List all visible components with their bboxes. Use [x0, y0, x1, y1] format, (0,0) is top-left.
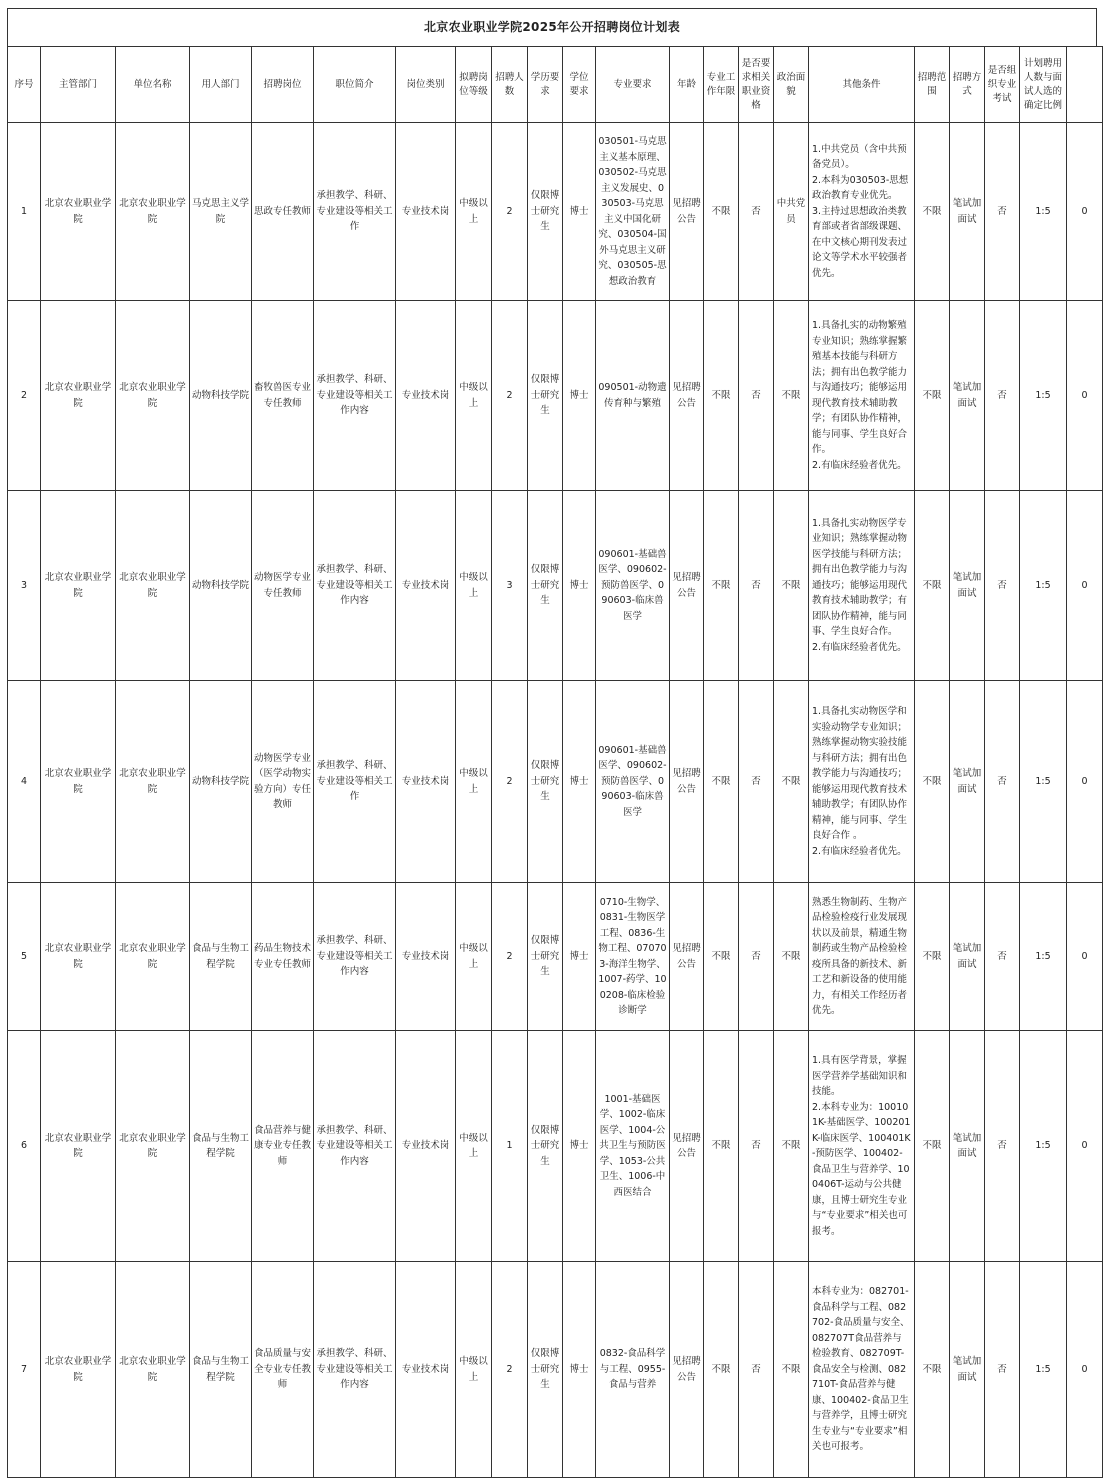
cell-extra: 0	[1067, 1031, 1103, 1262]
header-cell: 是否要求相关职业资格	[739, 47, 774, 123]
cell-scope: 不限	[915, 1031, 950, 1262]
cell-other-conditions	[809, 1262, 915, 1478]
header-cell: 招聘人数	[492, 47, 528, 123]
cell-intro: 承担教学、科研、专业建设等相关工作内容	[314, 883, 396, 1031]
recruitment-table	[7, 46, 1103, 1478]
cell-level: 中级以上	[456, 301, 492, 491]
cell-age: 见招聘公告	[670, 1031, 704, 1262]
table-row	[8, 1031, 1103, 1262]
cell-exam: 否	[985, 491, 1020, 681]
cell-years: 不限	[704, 1262, 739, 1478]
cell-edu: 仅限博士研究生	[528, 681, 563, 883]
cell-exam: 否	[985, 1262, 1020, 1478]
cell-age: 见招聘公告	[670, 301, 704, 491]
cell-ratio: 1:5	[1020, 1262, 1067, 1478]
cell-politics: 不限	[774, 491, 809, 681]
cell-major: 1001-基础医学、1002-临床医学、1004-公共卫生与预防医学、1053-公共卫生、1006-中西医结合	[596, 1031, 670, 1262]
cell-politics: 不限	[774, 1262, 809, 1478]
cell-no: 2	[8, 301, 41, 491]
cell-count: 2	[492, 1262, 528, 1478]
cell-extra: 0	[1067, 301, 1103, 491]
cell-years: 不限	[704, 301, 739, 491]
condition-line: 1.具备扎实动物医学专业知识；熟练掌握动物医学技能与科研方法；拥有出色教学能力与沟通技巧；能够运用现代教育技术辅助教学；有团队协作精神，能与同事、学生良好合作。	[812, 517, 908, 638]
header-row	[8, 47, 1103, 123]
cell-dept: 北京农业职业学院	[41, 1031, 116, 1262]
cell-edu: 仅限博士研究生	[528, 301, 563, 491]
cell-no: 7	[8, 1262, 41, 1478]
header-cell: 职位简介	[314, 47, 396, 123]
header-cell: 拟聘岗位等级	[456, 47, 492, 123]
cell-post: 动物医学专业专任教师	[252, 491, 314, 681]
cell-years: 不限	[704, 491, 739, 681]
cell-age: 见招聘公告	[670, 1262, 704, 1478]
cell-user-dept: 动物科技学院	[190, 681, 252, 883]
header-cell: 年龄	[670, 47, 704, 123]
condition-line: 1.具备扎实动物医学和实验动物学专业知识；熟练掌握动物实验技能与科研方法；拥有出色教学能力与沟通技巧；能够运用现代教育技术辅助教学；有团队协作精神，能与同事、学生良好合作 。	[812, 706, 908, 841]
cell-other-conditions	[809, 123, 915, 301]
cell-extra: 0	[1067, 681, 1103, 883]
table-row	[8, 491, 1103, 681]
cell-dept: 北京农业职业学院	[41, 883, 116, 1031]
cell-dept: 北京农业职业学院	[41, 123, 116, 301]
cell-other-conditions	[809, 883, 915, 1031]
cell-user-dept: 食品与生物工程学院	[190, 1031, 252, 1262]
cell-unit: 北京农业职业学院	[116, 301, 190, 491]
cell-ratio: 1:5	[1020, 681, 1067, 883]
header-cell: 序号	[8, 47, 41, 123]
cell-method: 笔试加面试	[950, 1262, 985, 1478]
cell-dept: 北京农业职业学院	[41, 681, 116, 883]
header-cell: 招聘方式	[950, 47, 985, 123]
cell-degree: 博士	[563, 883, 596, 1031]
cell-post: 思政专任教师	[252, 123, 314, 301]
table-row	[8, 1262, 1103, 1478]
cell-years: 不限	[704, 681, 739, 883]
cell-no: 3	[8, 491, 41, 681]
cell-politics: 不限	[774, 301, 809, 491]
cell-level: 中级以上	[456, 681, 492, 883]
cell-extra: 0	[1067, 883, 1103, 1031]
cell-method: 笔试加面试	[950, 883, 985, 1031]
cell-age: 见招聘公告	[670, 491, 704, 681]
cell-scope: 不限	[915, 681, 950, 883]
cell-other-conditions	[809, 301, 915, 491]
header-cell: 专业工作年限	[704, 47, 739, 123]
cell-major: 090601-基础兽医学、090602-预防兽医学、090603-临床兽医学	[596, 681, 670, 883]
cell-age: 见招聘公告	[670, 883, 704, 1031]
cell-intro: 承担教学、科研、专业建设等相关工作	[314, 123, 396, 301]
cell-user-dept: 马克思主义学院	[190, 123, 252, 301]
cell-degree: 博士	[563, 123, 596, 301]
cell-count: 3	[492, 491, 528, 681]
cell-major: 0710-生物学、0831-生物医学工程、0836-生物工程、070703-海洋生物学、1007-药学、100208-临床检验诊断学	[596, 883, 670, 1031]
cell-years: 不限	[704, 1031, 739, 1262]
cell-method: 笔试加面试	[950, 681, 985, 883]
cell-scope: 不限	[915, 491, 950, 681]
cell-extra: 0	[1067, 1262, 1103, 1478]
cell-method: 笔试加面试	[950, 491, 985, 681]
cell-scope: 不限	[915, 301, 950, 491]
header-cell: 招聘范围	[915, 47, 950, 123]
cell-unit: 北京农业职业学院	[116, 681, 190, 883]
cell-major: 030501-马克思主义基本原理、030502-马克思主义发展史、030503-马克思主义中国化研究、030504-国外马克思主义研究、030505-思想政治教育	[596, 123, 670, 301]
cell-intro: 承担教学、科研、专业建设等相关工作	[314, 681, 396, 883]
cell-age: 见招聘公告	[670, 123, 704, 301]
cell-unit: 北京农业职业学院	[116, 491, 190, 681]
cell-intro: 承担教学、科研、专业建设等相关工作内容	[314, 491, 396, 681]
cell-level: 中级以上	[456, 1031, 492, 1262]
cell-major: 090601-基础兽医学、090602-预防兽医学、090603-临床兽医学	[596, 491, 670, 681]
cell-scope: 不限	[915, 123, 950, 301]
cell-exam: 否	[985, 681, 1020, 883]
cell-method: 笔试加面试	[950, 123, 985, 301]
cell-dept: 北京农业职业学院	[41, 301, 116, 491]
cell-scope: 不限	[915, 1262, 950, 1478]
header-cell	[1067, 47, 1103, 123]
table-row	[8, 883, 1103, 1031]
cell-years: 不限	[704, 123, 739, 301]
header-cell: 学历要求	[528, 47, 563, 123]
condition-line: 2.本科为030503-思想政治教育专业优先。	[812, 174, 909, 202]
cell-edu: 仅限博士研究生	[528, 491, 563, 681]
cell-unit: 北京农业职业学院	[116, 123, 190, 301]
cell-ratio: 1:5	[1020, 123, 1067, 301]
condition-line: 熟悉生物制药、生物产品检验检疫行业发展现状以及前景，精通生物制药或生物产品检验检疫所具备的新技术、新工艺和新设备的使用能力，有相关工作经历者优先。	[812, 896, 908, 1016]
cell-cert: 否	[739, 491, 774, 681]
header-cell: 用人部门	[190, 47, 252, 123]
cell-method: 笔试加面试	[950, 301, 985, 491]
cell-count: 2	[492, 681, 528, 883]
cell-intro: 承担教学、科研、专业建设等相关工作内容	[314, 1262, 396, 1478]
header-cell: 专业要求	[596, 47, 670, 123]
cell-ratio: 1:5	[1020, 883, 1067, 1031]
condition-line: 1.中共党员（含中共预备党员）。	[812, 143, 907, 171]
cell-cert: 否	[739, 123, 774, 301]
cell-politics: 不限	[774, 681, 809, 883]
cell-degree: 博士	[563, 1031, 596, 1262]
cell-degree: 博士	[563, 1262, 596, 1478]
cell-major: 090501-动物遗传育种与繁殖	[596, 301, 670, 491]
condition-line: 1.具备扎实的动物繁殖专业知识；熟练掌握繁殖基本技能与科研方法；拥有出色教学能力与沟通技巧；能够运用现代教育技术辅助教学；有团队协作精神，能与同事、学生良好合作。	[812, 320, 908, 455]
cell-post: 动物医学专业（医学动物实验方向）专任教师	[252, 681, 314, 883]
table-row	[8, 123, 1103, 301]
cell-degree: 博士	[563, 491, 596, 681]
cell-post: 畜牧兽医专业专任教师	[252, 301, 314, 491]
cell-cert: 否	[739, 1262, 774, 1478]
cell-degree: 博士	[563, 681, 596, 883]
cell-no: 4	[8, 681, 41, 883]
header-cell: 是否组织专业考试	[985, 47, 1020, 123]
condition-line: 2.有临床经验者优先。	[812, 641, 907, 653]
cell-unit: 北京农业职业学院	[116, 1031, 190, 1262]
cell-category: 专业技术岗	[396, 681, 456, 883]
cell-category: 专业技术岗	[396, 1262, 456, 1478]
header-cell: 主管部门	[41, 47, 116, 123]
cell-category: 专业技术岗	[396, 883, 456, 1031]
cell-edu: 仅限博士研究生	[528, 883, 563, 1031]
cell-cert: 否	[739, 301, 774, 491]
cell-other-conditions	[809, 491, 915, 681]
cell-count: 2	[492, 123, 528, 301]
cell-count: 1	[492, 1031, 528, 1262]
cell-edu: 仅限博士研究生	[528, 123, 563, 301]
cell-dept: 北京农业职业学院	[41, 1262, 116, 1478]
cell-unit: 北京农业职业学院	[116, 883, 190, 1031]
cell-scope: 不限	[915, 883, 950, 1031]
table-row	[8, 681, 1103, 883]
cell-post: 食品质量与安全专业专任教师	[252, 1262, 314, 1478]
cell-unit: 北京农业职业学院	[116, 1262, 190, 1478]
cell-other-conditions	[809, 1031, 915, 1262]
cell-exam: 否	[985, 883, 1020, 1031]
cell-count: 2	[492, 301, 528, 491]
condition-line: 2.有临床经验者优先。	[812, 845, 907, 857]
cell-intro: 承担教学、科研、专业建设等相关工作内容	[314, 1031, 396, 1262]
cell-extra: 0	[1067, 123, 1103, 301]
table-title: 北京农业职业学院2025年公开招聘岗位计划表	[7, 8, 1097, 46]
cell-intro: 承担教学、科研、专业建设等相关工作内容	[314, 301, 396, 491]
cell-years: 不限	[704, 883, 739, 1031]
header-cell: 计划聘用人数与面试人选的确定比例	[1020, 47, 1067, 123]
cell-level: 中级以上	[456, 123, 492, 301]
cell-ratio: 1:5	[1020, 301, 1067, 491]
cell-other-conditions	[809, 681, 915, 883]
header-cell: 招聘岗位	[252, 47, 314, 123]
header-cell: 其他条件	[809, 47, 915, 123]
cell-no: 6	[8, 1031, 41, 1262]
cell-no: 5	[8, 883, 41, 1031]
condition-line: 2.有临床经验者优先。	[812, 459, 907, 471]
cell-exam: 否	[985, 1031, 1020, 1262]
cell-politics: 不限	[774, 1031, 809, 1262]
cell-category: 专业技术岗	[396, 491, 456, 681]
condition-line: 1.具有医学背景，掌握医学营养学基础知识和技能。	[812, 1055, 908, 1097]
header-cell: 岗位类别	[396, 47, 456, 123]
cell-exam: 否	[985, 123, 1020, 301]
cell-user-dept: 食品与生物工程学院	[190, 1262, 252, 1478]
cell-major: 0832-食品科学与工程、0955-食品与营养	[596, 1262, 670, 1478]
cell-politics: 不限	[774, 883, 809, 1031]
recruitment-sheet	[7, 8, 1097, 1478]
cell-level: 中级以上	[456, 883, 492, 1031]
cell-category: 专业技术岗	[396, 301, 456, 491]
cell-edu: 仅限博士研究生	[528, 1031, 563, 1262]
cell-degree: 博士	[563, 301, 596, 491]
cell-age: 见招聘公告	[670, 681, 704, 883]
cell-politics: 中共党员	[774, 123, 809, 301]
cell-post: 食品营养与健康专业专任教师	[252, 1031, 314, 1262]
header-cell: 政治面貌	[774, 47, 809, 123]
header-cell: 学位要求	[563, 47, 596, 123]
cell-user-dept: 食品与生物工程学院	[190, 883, 252, 1031]
cell-cert: 否	[739, 681, 774, 883]
condition-line: 本科专业为：082701-食品科学与工程、082702-食品质量与安全、082707T食品营养与检验教育、082709T-食品安全与检测、082710T-食品营养与健康、100402-食品卫生与营养学，且博士研究生专业与“专业要求”相关也可报考。	[812, 1286, 910, 1453]
cell-no: 1	[8, 123, 41, 301]
cell-post: 药品生物技术专业专任教师	[252, 883, 314, 1031]
cell-cert: 否	[739, 1031, 774, 1262]
cell-ratio: 1:5	[1020, 1031, 1067, 1262]
cell-exam: 否	[985, 301, 1020, 491]
cell-ratio: 1:5	[1020, 491, 1067, 681]
condition-line: 2.本科专业为：100101K-基础医学、100201K-临床医学、100401K-预防医学、100402-食品卫生与营养学、100406T-运动与公共健康，且博士研究生专业与“专业要求”相关也可报考。	[812, 1101, 911, 1237]
table-row	[8, 301, 1103, 491]
cell-category: 专业技术岗	[396, 123, 456, 301]
cell-dept: 北京农业职业学院	[41, 491, 116, 681]
cell-cert: 否	[739, 883, 774, 1031]
cell-count: 2	[492, 883, 528, 1031]
cell-level: 中级以上	[456, 491, 492, 681]
cell-category: 专业技术岗	[396, 1031, 456, 1262]
cell-level: 中级以上	[456, 1262, 492, 1478]
cell-method: 笔试加面试	[950, 1031, 985, 1262]
cell-user-dept: 动物科技学院	[190, 491, 252, 681]
header-cell: 单位名称	[116, 47, 190, 123]
cell-user-dept: 动物科技学院	[190, 301, 252, 491]
cell-edu: 仅限博士研究生	[528, 1262, 563, 1478]
condition-line: 3.主持过思想政治类教育部或者省部级课题、在中文核心期刊发表过论文等学术水平较强者优先。	[812, 205, 908, 279]
cell-extra: 0	[1067, 491, 1103, 681]
